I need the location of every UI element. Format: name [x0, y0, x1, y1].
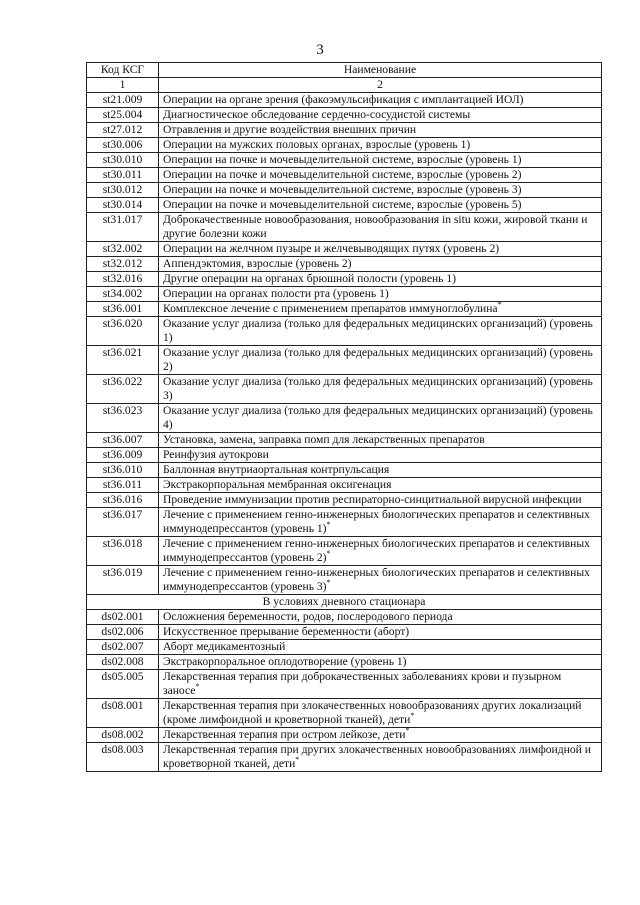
ksg-name-cell: [159, 478, 602, 493]
ksg-name-cell: [159, 242, 602, 257]
table-row: [87, 640, 602, 655]
ksg-name-cell: [159, 302, 602, 317]
header-code: Код КСГ: [87, 63, 159, 78]
table-row: [87, 375, 602, 404]
table-row: [87, 317, 602, 346]
ksg-code: ds05.005: [87, 670, 159, 699]
table-row: [87, 153, 602, 168]
ksg-table: [86, 62, 602, 772]
ksg-code: st21.009: [87, 93, 159, 108]
table-row: [87, 93, 602, 108]
ksg-code: st36.009: [87, 448, 159, 463]
ksg-name-cell: [159, 670, 602, 699]
table-row: [87, 108, 602, 123]
table-row: [87, 463, 602, 478]
ksg-name: Осложнения беременности, родов, послеродового периода: [163, 610, 453, 623]
page-number: 3: [316, 42, 324, 58]
ksg-name: Оказание услуг диализа (только для федеральных медицинских организаций) (уровень 1): [163, 317, 593, 344]
ksg-name-cell: [159, 743, 602, 772]
header-row: [87, 63, 602, 78]
table-row: [87, 448, 602, 463]
ksg-name: Лечение с применением генно-инженерных биологических препаратов и селективных иммунодепрессантов (уровень 2): [163, 537, 590, 564]
table-row: [87, 168, 602, 183]
table-row: [87, 272, 602, 287]
ksg-name-cell: [159, 493, 602, 508]
ksg-code: st27.012: [87, 123, 159, 138]
ksg-name: Аборт медикаментозный: [163, 640, 286, 653]
ksg-name-cell: [159, 108, 602, 123]
ksg-name: Аппендэктомия, взрослые (уровень 2): [163, 257, 352, 270]
ksg-name: Операции на почке и мочевыделительной системе, взрослые (уровень 5): [163, 198, 522, 211]
table-row: [87, 287, 602, 302]
ksg-name: Экстракорпоральное оплодотворение (уровень 1): [163, 655, 407, 668]
ksg-name-cell: [159, 257, 602, 272]
table-row: [87, 537, 602, 566]
ksg-code: ds02.006: [87, 625, 159, 640]
ksg-code: st32.002: [87, 242, 159, 257]
ksg-code: st36.007: [87, 433, 159, 448]
header-name: Наименование: [159, 63, 602, 78]
ksg-code: st36.018: [87, 537, 159, 566]
ksg-name-cell: [159, 317, 602, 346]
ksg-name-cell: [159, 433, 602, 448]
ksg-name-cell: [159, 537, 602, 566]
column-number-2: 2: [159, 78, 602, 93]
table-row: [87, 566, 602, 595]
ksg-code: st30.012: [87, 183, 159, 198]
ksg-name: Операции на мужских половых органах, взрослые (уровень 1): [163, 138, 471, 151]
ksg-code: ds02.008: [87, 655, 159, 670]
ksg-code: st36.023: [87, 404, 159, 433]
ksg-name: Лечение с применением генно-инженерных биологических препаратов и селективных иммунодепрессантов (уровень 1): [163, 508, 590, 535]
table-row: [87, 213, 602, 242]
table-row: [87, 302, 602, 317]
table-row: [87, 743, 602, 772]
ksg-name-cell: [159, 404, 602, 433]
ksg-name-cell: [159, 153, 602, 168]
ksg-code: st36.019: [87, 566, 159, 595]
ksg-name-cell: [159, 728, 602, 743]
table-row: [87, 625, 602, 640]
table-row: [87, 346, 602, 375]
ksg-name: Оказание услуг диализа (только для федеральных медицинских организаций) (уровень 3): [163, 375, 593, 402]
footnote-asterisk: *: [326, 520, 331, 530]
ksg-name-cell: [159, 448, 602, 463]
ksg-code: st36.020: [87, 317, 159, 346]
footnote-asterisk: *: [405, 726, 410, 736]
ksg-name-cell: [159, 640, 602, 655]
table-row: [87, 404, 602, 433]
ksg-code: st36.016: [87, 493, 159, 508]
ksg-code: st36.001: [87, 302, 159, 317]
table-row: [87, 138, 602, 153]
ksg-name-cell: [159, 699, 602, 728]
table-row: [87, 610, 602, 625]
ksg-name: Доброкачественные новообразования, новообразования in situ кожи, жировой ткани и другие болезни кожи: [163, 213, 588, 240]
ksg-code: st30.006: [87, 138, 159, 153]
ksg-name: Лечение с применением генно-инженерных биологических препаратов и селективных иммунодепрессантов (уровень 3): [163, 566, 590, 593]
ksg-name-cell: [159, 610, 602, 625]
table-row: [87, 655, 602, 670]
ksg-name-cell: [159, 566, 602, 595]
footnote-asterisk: *: [326, 578, 331, 588]
ksg-name-cell: [159, 93, 602, 108]
ksg-name: Операции на почке и мочевыделительной системе, взрослые (уровень 3): [163, 183, 522, 196]
ksg-name-cell: [159, 508, 602, 537]
ksg-name: Операции на органе зрения (факоэмульсификация с имплантацией ИОЛ): [163, 93, 524, 106]
ksg-code: ds08.003: [87, 743, 159, 772]
ksg-code: st32.012: [87, 257, 159, 272]
table-row: [87, 433, 602, 448]
ksg-name: Лекарственная терапия при других злокачественных новообразованиях лимфоидной и кроветворной тканей, дети: [163, 743, 591, 770]
ksg-name: Отравления и другие воздействия внешних причин: [163, 123, 417, 136]
table-row: [87, 478, 602, 493]
section-row: [87, 595, 602, 610]
ksg-code: st34.002: [87, 287, 159, 302]
ksg-name: Лекарственная терапия при доброкачественных заболеваниях крови и пузырном заносе: [163, 670, 562, 697]
ksg-code: st36.022: [87, 375, 159, 404]
ksg-code: st30.010: [87, 153, 159, 168]
ksg-name: Баллонная внутриаортальная контрпульсация: [163, 463, 390, 476]
table-row: [87, 728, 602, 743]
ksg-code: ds02.007: [87, 640, 159, 655]
ksg-name: Операции на желчном пузыре и желчевыводящих путях (уровень 2): [163, 242, 500, 255]
table-row: [87, 493, 602, 508]
ksg-name: Оказание услуг диализа (только для федеральных медицинских организаций) (уровень 4): [163, 404, 593, 431]
ksg-code: st36.017: [87, 508, 159, 537]
ksg-name-cell: [159, 272, 602, 287]
ksg-code: st25.004: [87, 108, 159, 123]
table-row: [87, 508, 602, 537]
footnote-asterisk: *: [295, 755, 300, 765]
ksg-code: st31.017: [87, 213, 159, 242]
table-row: [87, 198, 602, 213]
ksg-name-cell: [159, 655, 602, 670]
column-number-1: 1: [87, 78, 159, 93]
section-title: В условиях дневного стационара: [87, 595, 602, 610]
ksg-name: Установка, замена, заправка помп для лекарственных препаратов: [163, 433, 485, 446]
ksg-code: st30.014: [87, 198, 159, 213]
ksg-name: Диагностическое обследование сердечно-сосудистой системы: [163, 108, 471, 121]
ksg-code: st36.010: [87, 463, 159, 478]
ksg-name-cell: [159, 287, 602, 302]
footnote-asterisk: *: [497, 300, 502, 310]
table-body: [87, 93, 602, 772]
ksg-name-cell: [159, 375, 602, 404]
table-row: [87, 183, 602, 198]
ksg-code: ds08.002: [87, 728, 159, 743]
ksg-code: st30.011: [87, 168, 159, 183]
table-row: [87, 123, 602, 138]
ksg-name: Лекарственная терапия при злокачественных новообразованиях других локализаций (кроме лимфоидной и кроветворной тканей), дети: [163, 699, 582, 726]
table-row: [87, 242, 602, 257]
footnote-asterisk: *: [410, 711, 415, 721]
ksg-code: st36.021: [87, 346, 159, 375]
ksg-name: Другие операции на органах брюшной полости (уровень 1): [163, 272, 457, 285]
footnote-asterisk: *: [195, 682, 200, 692]
ksg-name-cell: [159, 198, 602, 213]
ksg-name-cell: [159, 168, 602, 183]
ksg-name-cell: [159, 463, 602, 478]
ksg-code: ds02.001: [87, 610, 159, 625]
ksg-name-cell: [159, 138, 602, 153]
ksg-name-cell: [159, 183, 602, 198]
ksg-name: Реинфузия аутокрови: [163, 448, 269, 461]
ksg-code: st36.011: [87, 478, 159, 493]
table-row: [87, 257, 602, 272]
ksg-name: Комплексное лечение с применением препаратов иммуноглобулина: [163, 302, 498, 315]
ksg-name: Операции на почке и мочевыделительной системе, взрослые (уровень 1): [163, 153, 522, 166]
ksg-name: Операции на органах полости рта (уровень 1): [163, 287, 389, 300]
ksg-name: Оказание услуг диализа (только для федеральных медицинских организаций) (уровень 2): [163, 346, 593, 373]
ksg-name: Экстракорпоральная мембранная оксигенация: [163, 478, 392, 491]
ksg-name: Искусственное прерывание беременности (аборт): [163, 625, 410, 638]
ksg-name: Операции на почке и мочевыделительной системе, взрослые (уровень 2): [163, 168, 522, 181]
table-row: [87, 699, 602, 728]
ksg-code: ds08.001: [87, 699, 159, 728]
ksg-name-cell: [159, 213, 602, 242]
ksg-name: Проведение иммунизации против респираторно-синцитиальной вирусной инфекции: [163, 493, 582, 506]
ksg-code: st32.016: [87, 272, 159, 287]
ksg-name-cell: [159, 625, 602, 640]
footnote-asterisk: *: [326, 549, 331, 559]
ksg-name: Лекарственная терапия при остром лейкозе, дети: [163, 728, 406, 741]
ksg-name-cell: [159, 123, 602, 138]
column-number-row: [87, 78, 602, 93]
ksg-name-cell: [159, 346, 602, 375]
table-row: [87, 670, 602, 699]
